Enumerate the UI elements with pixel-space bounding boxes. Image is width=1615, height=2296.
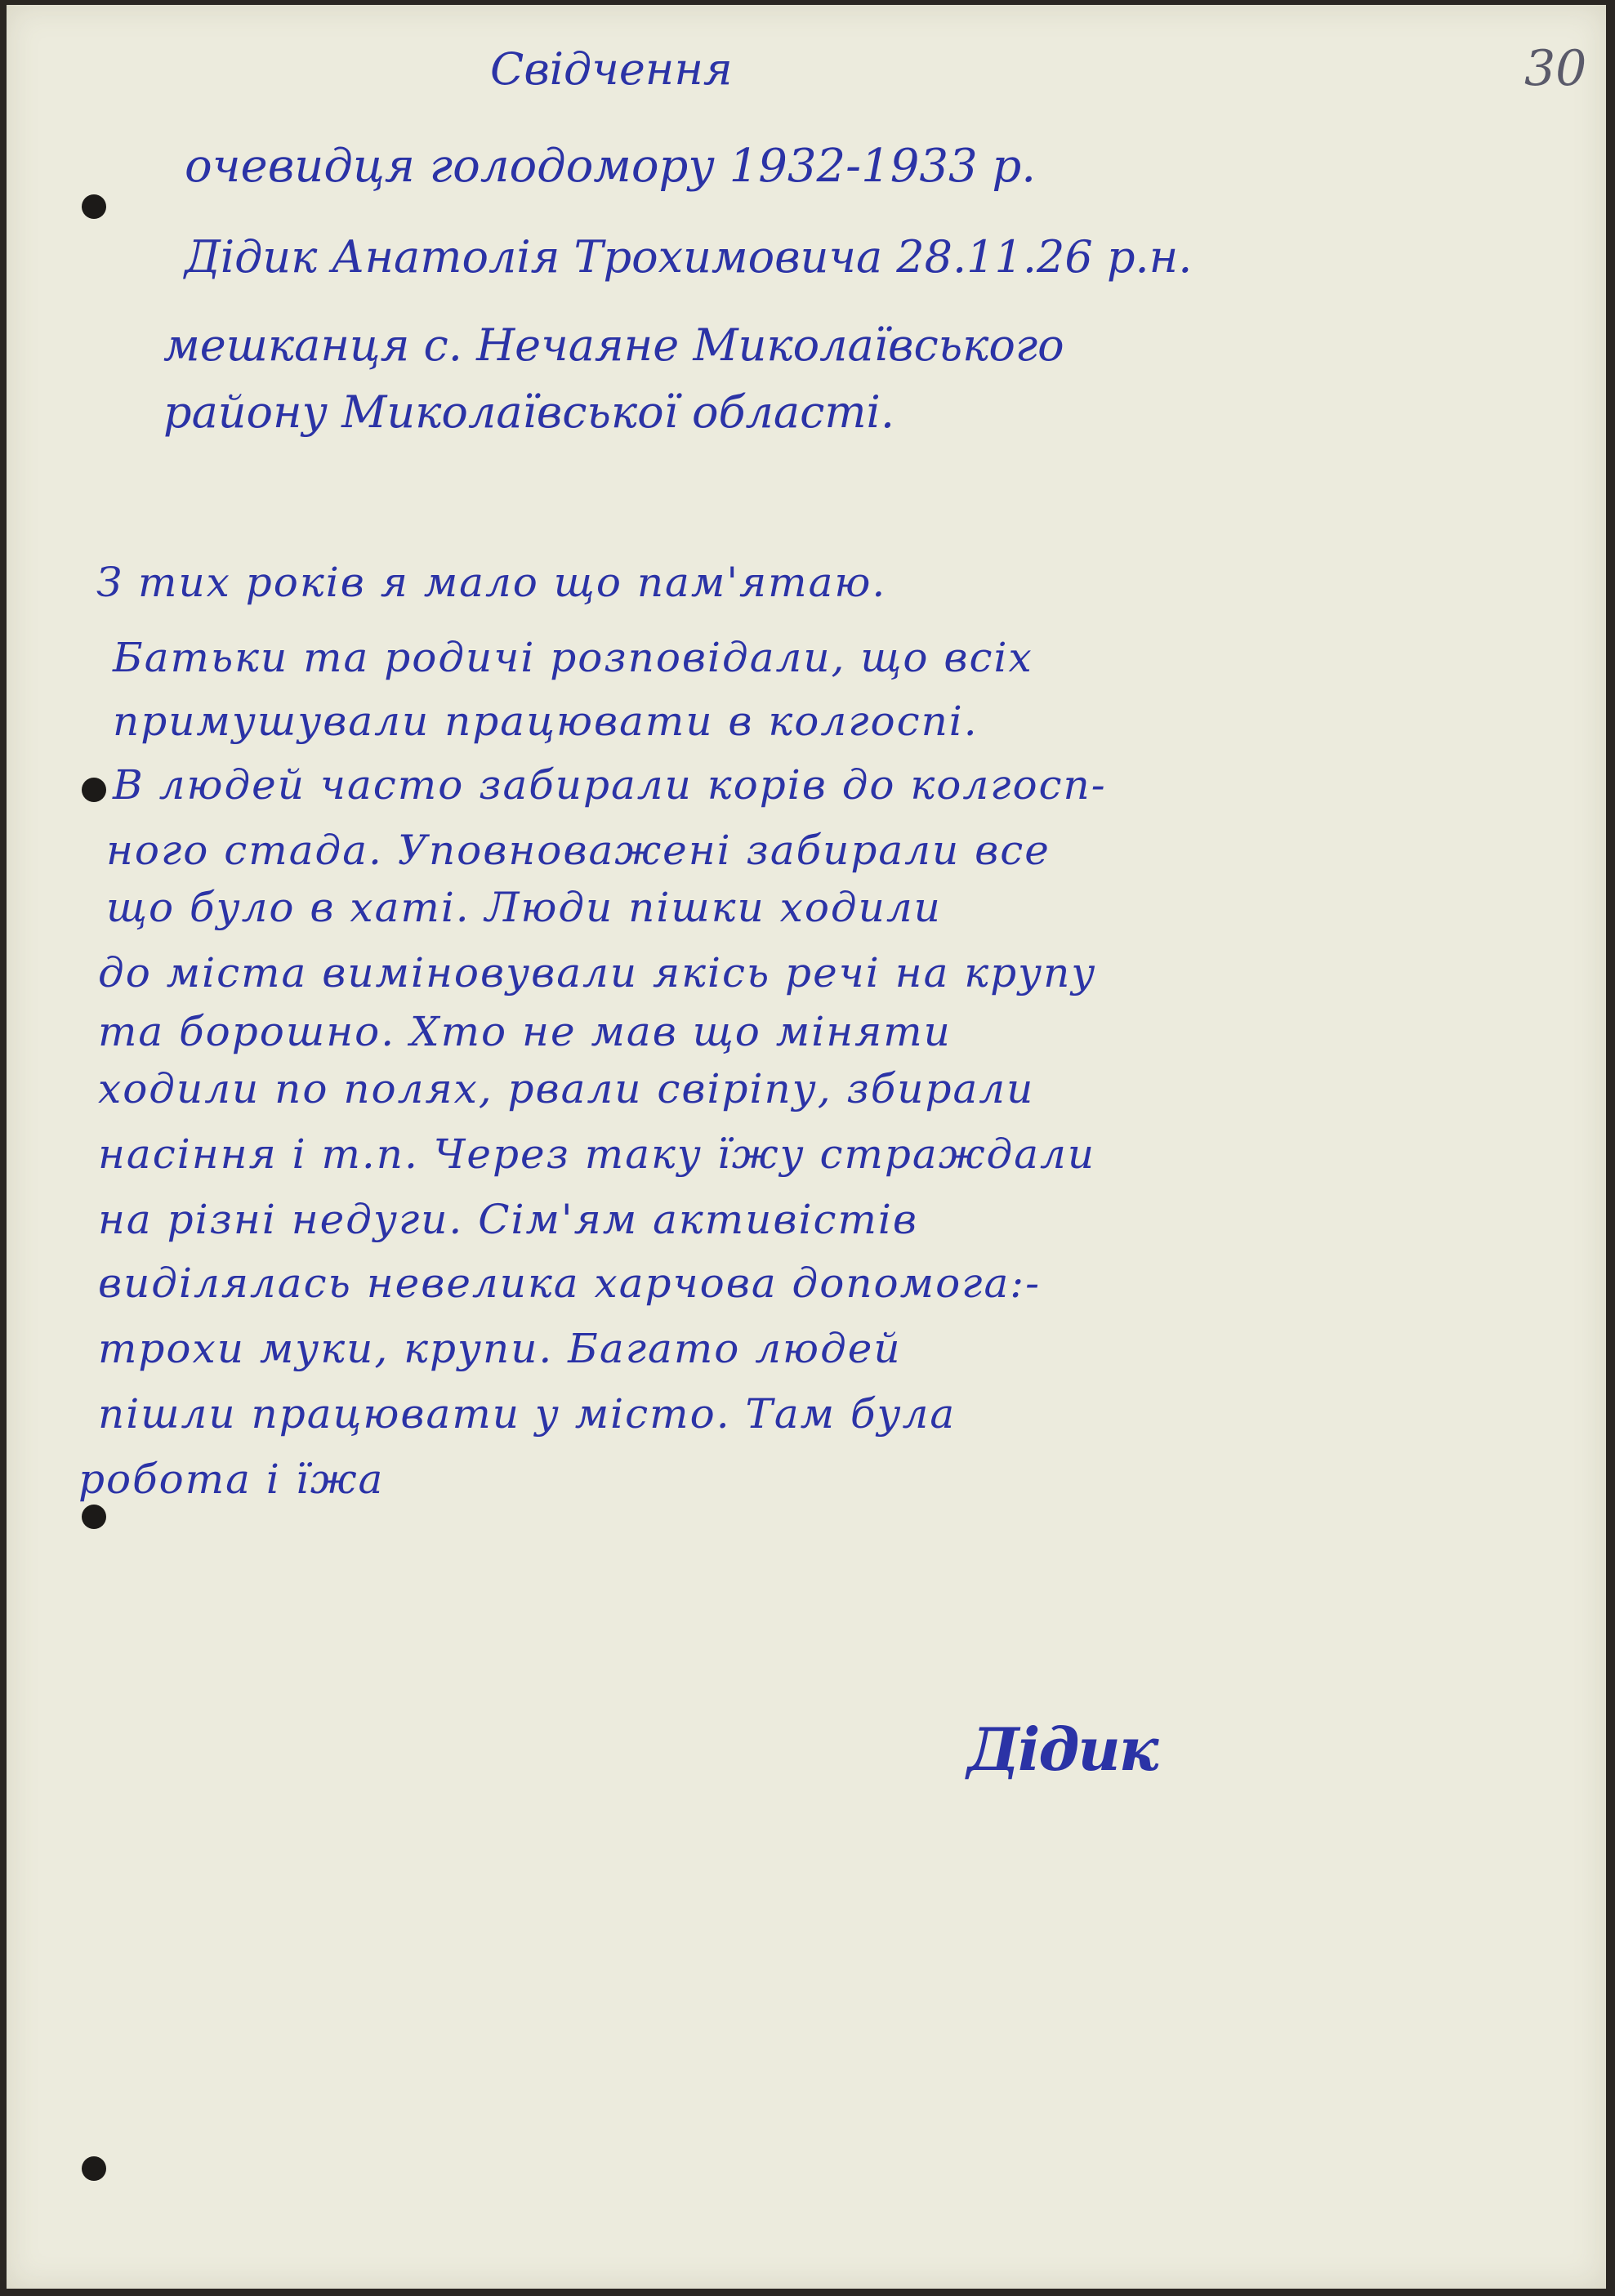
body-line: насіння і т.п. Через таку їжу страждали [98,1130,1096,1178]
punch-hole-lower [82,1505,106,1529]
header-line: Дідик Анатолія Трохимовича 28.11.26 р.н. [185,231,1193,283]
body-line: що було в хаті. Люди пішки ходили [106,884,942,931]
body-line: виділялась невелика харчова допомога:- [98,1259,1042,1307]
header-line: очевидця голодомору 1932-1933 р. [185,140,1037,193]
body-line: ного стада. Уповноважені забирали все [106,827,1051,874]
body-line: пішли працювати у місто. Там була [98,1390,957,1438]
header-line: району Миколаївської області. [163,386,894,438]
punch-hole-top [82,194,106,219]
body-line: примушували працювати в колгоспі. [113,698,979,745]
punch-hole-bottom [82,2156,106,2181]
body-line: З тих років я мало що пам'ятаю. [96,559,887,606]
body-line: до міста виміновували якісь речі на крупу [98,949,1097,996]
body-line: ходили по полях, рвали свіріпу, збирали [98,1065,1035,1112]
body-line: В людей часто забирали корів до колгосп- [113,761,1107,809]
document-page [7,5,1606,2289]
document-title: Свідчення [490,43,733,95]
body-line: робота і їжа [78,1456,385,1503]
header-line: мешканця с. Нечаяне Миколаївського [163,319,1064,371]
body-line: на різні недуги. Сім'ям активістів [98,1196,918,1243]
body-line: та борошно. Хто не мав що міняти [98,1008,952,1055]
page-number: 30 [1524,40,1587,97]
body-line: трохи муки, крупи. Багато людей [98,1325,902,1372]
body-line: Батьки та родичі розповідали, що всіх [113,634,1033,681]
punch-hole-middle [82,778,106,802]
signature: Дідик [967,1714,1158,1784]
